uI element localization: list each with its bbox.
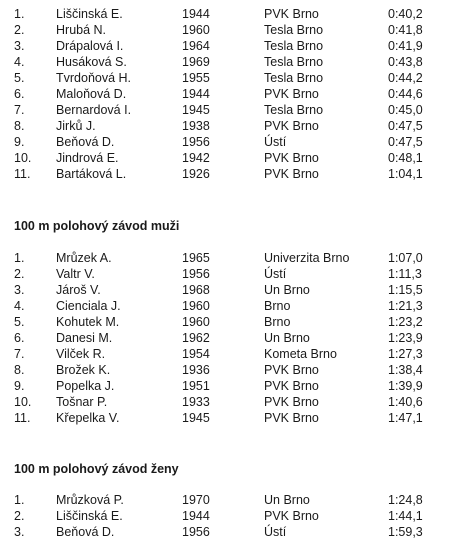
club-cell: Univerzita Brno <box>264 251 350 265</box>
time-cell: 0:47,5 <box>388 119 423 133</box>
table-row <box>0 250 450 266</box>
rank-cell: 1. <box>14 493 25 507</box>
club-cell: Un Brno <box>264 283 310 297</box>
rank-cell: 6. <box>14 87 25 101</box>
table-row <box>0 86 450 102</box>
rank-cell: 5. <box>14 315 25 329</box>
year-cell: 1926 <box>182 167 210 181</box>
year-cell: 1956 <box>182 267 210 281</box>
table-row <box>0 394 450 410</box>
table-row <box>0 118 450 134</box>
rank-cell: 5. <box>14 71 25 85</box>
rank-cell: 3. <box>14 525 25 539</box>
rank-cell: 11. <box>14 411 31 425</box>
name-cell: Liščinská E. <box>56 509 123 523</box>
year-cell: 1955 <box>182 71 210 85</box>
rank-cell: 4. <box>14 299 25 313</box>
time-cell: 1:39,9 <box>388 379 423 393</box>
year-cell: 1944 <box>182 7 210 21</box>
year-cell: 1970 <box>182 493 210 507</box>
time-cell: 1:27,3 <box>388 347 423 361</box>
rank-cell: 7. <box>14 103 25 117</box>
name-cell: Tvrdoňová H. <box>56 71 132 85</box>
name-cell: Tošnar P. <box>56 395 108 409</box>
name-cell: Husáková S. <box>56 55 127 69</box>
year-cell: 1956 <box>182 135 210 149</box>
table-row <box>0 362 450 378</box>
year-cell: 1969 <box>182 55 210 69</box>
club-cell: PVK Brno <box>264 411 319 425</box>
name-cell: Křepelka V. <box>56 411 120 425</box>
name-cell: Brožek K. <box>56 363 111 377</box>
club-cell: Ústí <box>264 135 287 149</box>
time-cell: 1:59,3 <box>388 525 423 539</box>
name-cell: Beňová D. <box>56 525 115 539</box>
year-cell: 1960 <box>182 315 210 329</box>
time-cell: 0:45,0 <box>388 103 423 117</box>
club-cell: PVK Brno <box>264 167 319 181</box>
name-cell: Mrůzek A. <box>56 251 112 265</box>
table-row <box>0 166 450 182</box>
table-row <box>0 150 450 166</box>
club-cell: PVK Brno <box>264 395 319 409</box>
year-cell: 1945 <box>182 411 210 425</box>
rank-cell: 4. <box>14 55 25 69</box>
time-cell: 0:47,5 <box>388 135 423 149</box>
year-cell: 1968 <box>182 283 210 297</box>
club-cell: Kometa Brno <box>264 347 337 361</box>
rank-cell: 3. <box>14 283 25 297</box>
table-row <box>0 266 450 282</box>
time-cell: 1:44,1 <box>388 509 423 523</box>
year-cell: 1962 <box>182 331 210 345</box>
time-cell: 1:24,8 <box>388 493 423 507</box>
club-cell: Tesla Brno <box>264 103 324 117</box>
name-cell: Hrubá N. <box>56 23 107 37</box>
club-cell: PVK Brno <box>264 363 319 377</box>
name-cell: Jároš V. <box>56 283 101 297</box>
club-cell: PVK Brno <box>264 151 319 165</box>
club-cell: PVK Brno <box>264 7 319 21</box>
club-cell: Tesla Brno <box>264 23 324 37</box>
club-cell: Un Brno <box>264 493 310 507</box>
name-cell: Drápalová I. <box>56 39 124 53</box>
rank-cell: 3. <box>14 39 25 53</box>
rank-cell: 10. <box>14 151 32 165</box>
rank-cell: 2. <box>14 509 25 523</box>
time-cell: 0:48,1 <box>388 151 423 165</box>
club-cell: PVK Brno <box>264 119 319 133</box>
club-cell: Ústí <box>264 525 287 539</box>
name-cell: Kohutek M. <box>56 315 120 329</box>
table-row <box>0 38 450 54</box>
time-cell: 1:23,9 <box>388 331 423 345</box>
table-row <box>0 282 450 298</box>
year-cell: 1944 <box>182 509 210 523</box>
table-row <box>0 492 450 508</box>
name-cell: Jindrová E. <box>56 151 119 165</box>
name-cell: Bartáková L. <box>56 167 127 181</box>
rank-cell: 1. <box>14 251 25 265</box>
club-cell: Brno <box>264 299 291 313</box>
club-cell: Un Brno <box>264 331 310 345</box>
table-row <box>0 508 450 524</box>
club-cell: PVK Brno <box>264 379 319 393</box>
rank-cell: 9. <box>14 379 25 393</box>
name-cell: Popelka J. <box>56 379 115 393</box>
time-cell: 1:40,6 <box>388 395 423 409</box>
club-cell: Tesla Brno <box>264 55 324 69</box>
name-cell: Beňová D. <box>56 135 115 149</box>
time-cell: 0:44,6 <box>388 87 423 101</box>
club-cell: PVK Brno <box>264 509 319 523</box>
time-cell: 0:44,2 <box>388 71 423 85</box>
time-cell: 0:40,2 <box>388 7 423 21</box>
table-row <box>0 102 450 118</box>
year-cell: 1964 <box>182 39 210 53</box>
rank-cell: 10. <box>14 395 32 409</box>
table-row <box>0 54 450 70</box>
time-cell: 1:15,5 <box>388 283 423 297</box>
name-cell: Cienciala J. <box>56 299 121 313</box>
year-cell: 1944 <box>182 87 210 101</box>
year-cell: 1965 <box>182 251 210 265</box>
table-row <box>0 330 450 346</box>
time-cell: 0:43,8 <box>388 55 423 69</box>
club-cell: Tesla Brno <box>264 71 324 85</box>
rank-cell: 9. <box>14 135 25 149</box>
name-cell: Bernardová I. <box>56 103 132 117</box>
table-row <box>0 298 450 314</box>
club-cell: Tesla Brno <box>264 39 324 53</box>
name-cell: Maloňová D. <box>56 87 127 101</box>
time-cell: 1:07,0 <box>388 251 423 265</box>
table-row <box>0 410 450 426</box>
time-cell: 1:23,2 <box>388 315 423 329</box>
rank-cell: 7. <box>14 347 25 361</box>
rank-cell: 11. <box>14 167 31 181</box>
year-cell: 1936 <box>182 363 210 377</box>
section-heading-women: 100 m polohový závod ženy <box>14 462 179 476</box>
time-cell: 0:41,9 <box>388 39 423 53</box>
club-cell: PVK Brno <box>264 87 319 101</box>
table-row <box>0 314 450 330</box>
time-cell: 1:38,4 <box>388 363 423 377</box>
rank-cell: 2. <box>14 267 25 281</box>
table-row <box>0 134 450 150</box>
time-cell: 0:41,8 <box>388 23 423 37</box>
year-cell: 1951 <box>182 379 210 393</box>
rank-cell: 8. <box>14 119 25 133</box>
year-cell: 1933 <box>182 395 210 409</box>
name-cell: Mrůzková P. <box>56 493 124 507</box>
club-cell: Ústí <box>264 267 287 281</box>
table-row <box>0 70 450 86</box>
rank-cell: 8. <box>14 363 25 377</box>
table-row <box>0 22 450 38</box>
rank-cell: 2. <box>14 23 25 37</box>
time-cell: 1:04,1 <box>388 167 423 181</box>
year-cell: 1945 <box>182 103 210 117</box>
time-cell: 1:47,1 <box>388 411 423 425</box>
year-cell: 1938 <box>182 119 210 133</box>
name-cell: Liščinská E. <box>56 7 123 21</box>
year-cell: 1954 <box>182 347 210 361</box>
section-heading-men: 100 m polohový závod muži <box>14 219 180 233</box>
rank-cell: 6. <box>14 331 25 345</box>
time-cell: 1:11,3 <box>388 267 422 281</box>
name-cell: Jirků J. <box>56 119 96 133</box>
year-cell: 1960 <box>182 23 210 37</box>
name-cell: Valtr V. <box>56 267 95 281</box>
year-cell: 1956 <box>182 525 210 539</box>
table-row <box>0 524 450 540</box>
name-cell: Vilček R. <box>56 347 106 361</box>
year-cell: 1942 <box>182 151 210 165</box>
club-cell: Brno <box>264 315 291 329</box>
time-cell: 1:21,3 <box>388 299 423 313</box>
rank-cell: 1. <box>14 7 25 21</box>
table-row <box>0 6 450 22</box>
table-row <box>0 378 450 394</box>
year-cell: 1960 <box>182 299 210 313</box>
table-row <box>0 346 450 362</box>
name-cell: Danesi M. <box>56 331 113 345</box>
